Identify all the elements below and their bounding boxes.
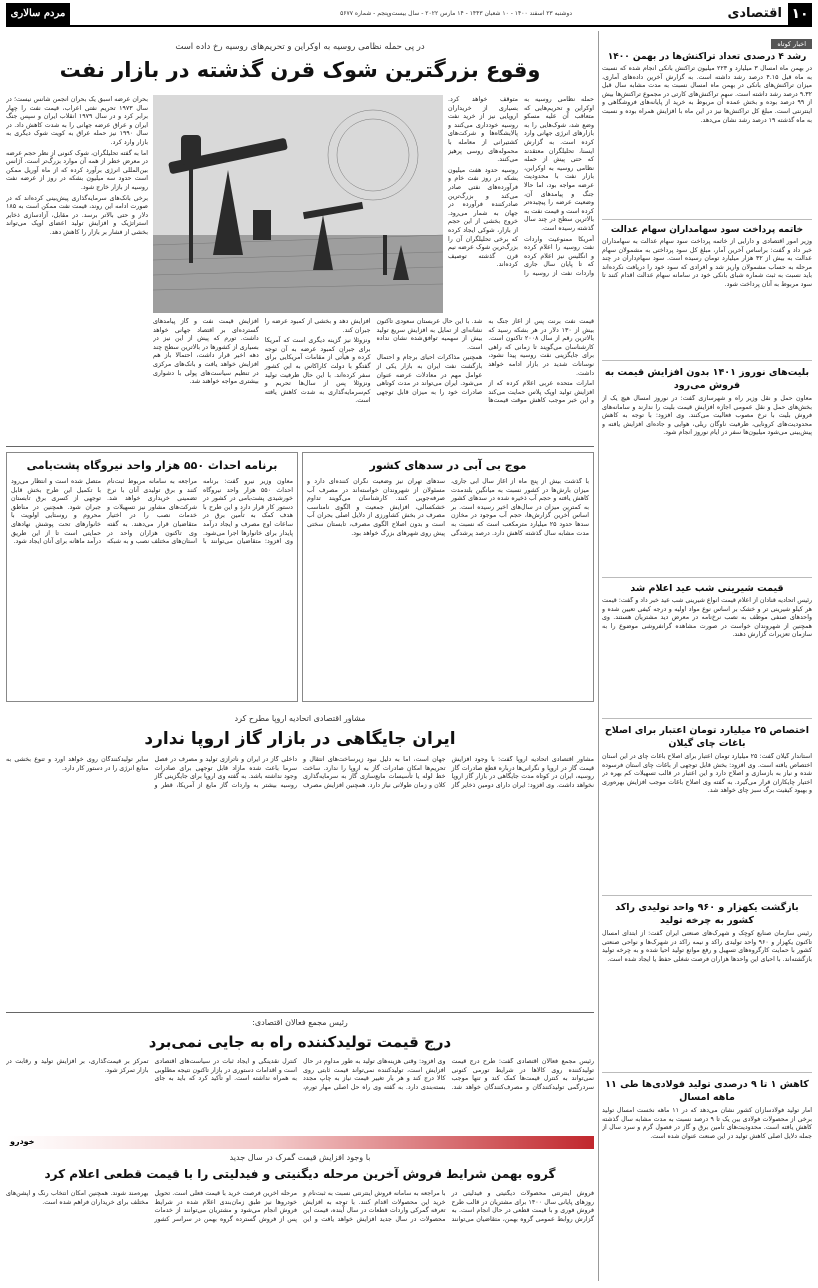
brief-item [602,52,812,220]
price-story-body: رئیس مجمع فعالان اقتصادی گفت: طرح درج قیمت تولیدکننده روی کالاها در شرایط تورمی کنونی نمی‌تواند به کنترل قیمت‌ها کمک کند و تنها موجب سردرگمی تولیدکنندگان و مصرف‌کنندگان خواهد شد. وی افزود: وقتی هزینه‌های تولید به طور مداوم در حال افزایش است، تولیدکننده نمی‌تواند قیمت ثابتی روی کالا درج کند و هر بار تغییر قیمت نیاز به چاپ مجدد بسته‌بندی دارد. به گفته وی راه حل اصلی مهار تورم، کنترل نقدینگی و ایجاد ثبات در سیاست‌های اقتصادی است و اقدامات دستوری در بازار تاکنون نتیجه مطلوبی به همراه نداشته است. او تأکید کرد که باید به جای تمرکز بر قیمت‌گذاری، بر افزایش تولید و رقابت در بازار تمرکز شود. [6,1058,594,1091]
brief-item [602,366,812,578]
oil-pumpjack-photo [153,95,443,313]
auto-section-label: خودرو [10,1137,35,1146]
masthead [6,3,812,27]
brief-body: آمار تولید فولادسازان کشور نشان می‌دهد که در ۱۱ ماهه نخست امسال تولید برخی از محصولات فولادی بین یک تا ۹ درصد نسبت به مدت مشابه سال گذشته کاهش یافته است. محدودیت‌های تأمین برق و گاز در فصول گرم و سرد سال از جمله دلایل اصلی کاهش تولید در این صنعت عنوان شده است. [602,1107,812,1140]
section-divider [6,1012,594,1013]
brief-item [602,583,812,719]
auto-title: گروه بهمن شرایط فروش آخرین مرحله دیگنیتی و فیدلیتی را با قیمت قطعی اعلام کرد [44,1167,556,1181]
brief-body: در بهمن ماه امسال ۳ میلیارد و ۲۲۳ میلیون تراکنش بانکی انجام شده که نسبت به ماه قبل ۴.۱۵ درصد رشد داشته است. به گزارش آخرین داده‌های آماری، میزان تراکنش‌های بانکی در بهمن ماه امسال نسبت به مدت مشابه سال قبل ۹.۳۲ درصد رشد داشته است. سهم تراکنش‌های کارتی در مجموع تراکنش‌ها بیش از ۹۹ درصد بوده و بخش عمده آن مربوط به خرید از پایانه‌های فروشگاهی و اینترنتی است. مبلغ کل تراکنش‌ها نیز در این ماه با افزایش همراه بوده و نسبت به ماه گذشته ۱۹ درصد رشد نشان می‌دهد. [602,65,812,124]
story-title: موج بی آبی در سدهای کشور [369,459,527,472]
page-number: ۱۰ [788,3,812,25]
brief-title: خاتمه پرداخت سود سهامداران سهام عدالت [610,225,804,235]
sidebar-news-briefs [602,31,812,1281]
gas-story-kicker: مشاور اقتصادی اتحادیه اروپا مطرح کرد [234,714,366,723]
brief-title: بازگشت یکهزار و ۹۶۰ واحد تولیدی راکد کشور به چرخه تولید [615,902,799,926]
story-body: معاون وزیر نیرو گفت: برنامه احداث ۵۵۰ هزار واحد نیروگاه خورشیدی پشت‌بامی در کشور در دستور کار قرار دارد و این طرح با هدف کمک به تأمین برق در ساعات اوج مصرف و ایجاد درآمد پایدار برای خانوارها اجرا می‌شود. وی افزود: متقاضیان می‌توانند با مراجعه به سامانه مربوط ثبت‌نام کنند و برق تولیدی آنان با نرخ تضمینی خریداری خواهد شد. شرکت‌های مشاور نیز تسهیلات و خدمات نصب را در اختیار متقاضیان قرار می‌دهند. به گفته وی تاکنون هزاران واحد در استان‌های مختلف نصب و به شبکه متصل شده است و انتظار می‌رود با تکمیل این طرح بخش قابل توجهی از کسری برق تابستان جبران شود. همچنین در مناطق محروم و روستایی اولویت با خانوارهای تحت پوشش نهادهای حمایتی است تا از این طریق درآمد ماهانه برای آنان ایجاد شود. [11,478,293,546]
auto-body: فروش اینترنتی محصولات دیگنیتی و فیدلیتی در روزهای پایانی سال ۱۴۰۰ برای مشتریان در قالب طرح فروش فوری و با قیمت قطعی در حال انجام است. به گزارش روابط عمومی گروه بهمن، متقاضیان می‌توانند با مراجعه به سامانه فروش اینترنتی نسبت به ثبت‌نام و خرید این محصولات اقدام کنند. با توجه به افزایش تعرفه گمرکی واردات قطعات در سال آینده، قیمت این محصولات در سال جدید افزایش خواهد یافت و این مرحله آخرین فرصت خرید با قیمت فعلی است. تحویل خودروها نیز طبق زمان‌بندی اعلام شده در شرایط فروش انجام می‌شود و مشتریان می‌توانند از خدمات پس از فروش گسترده گروه بهمن در سراسر کشور بهره‌مند شوند. همچنین امکان انتخاب رنگ و آپشن‌های مختلف برای خریداران فراهم شده است. [6,1190,594,1223]
lead-body-bottom: قیمت نفت برنت پس از آغاز جنگ به بیش از ۱۳۰ دلار در هر بشکه رسید که بالاترین رقم از سال ۲۰۰۸ تاکنون است. کارشناسان می‌گویند تا زمانی که راهی برای جایگزینی نفت روسیه پیدا نشود، نوسانات شدید در بازار ادامه خواهد داشت. امارات متحده عربی اعلام کرده که از افزایش تولید اوپک پلاس حمایت می‌کند و این خبر موجب کاهش موقت قیمت‌ها شد. با این حال عربستان سعودی تاکنون نشانه‌ای از تمایل به افزایش سریع تولید بیش از سهمیه توافق‌شده نشان نداده است. همچنین مذاکرات احیای برجام و احتمال بازگشت نفت ایران به بازار یکی از عوامل مهم در معادلات عرضه عنوان می‌شود. ایران می‌تواند در مدت کوتاهی صادرات خود را به میزان قابل توجهی افزایش دهد و بخشی از کمبود عرضه را جبران کند. ونزوئلا نیز گزینه دیگری است که آمریکا برای جبران کمبود عرضه به آن توجه کرده و هیأتی از مقامات آمریکایی برای گفتگو با دولت کاراکاس به این کشور سفر کرده‌اند. با این حال ظرفیت تولید ونزوئلا پس از سال‌ها تحریم و کم‌سرمایه‌گذاری به شدت کاهش یافته است. افزایش قیمت نفت و گاز پیامدهای گسترده‌ای بر اقتصاد جهانی خواهد داشت. تورم که پیش از این نیز در بسیاری از کشورها در بالاترین سطح چند دهه اخیر قرار داشت، احتمالا باز هم افزایش خواهد یافت و بانک‌های مرکزی در تنظیم سیاست‌های پولی با دشواری بیشتری مواجه خواهند شد. [153,318,594,405]
brief-item [602,724,812,896]
column-divider [598,31,599,1281]
gas-story-title: ایران جایگاهی در بازار گاز اروپا ندارد [144,729,456,749]
brief-body: وزیر امور اقتصادی و دارایی از خاتمه پرداخت سود سهام عدالت به سهامداران خبر داد و گفت: براساس آخرین آمار، مبلغ کل سود پرداختی به مشمولان سهام عدالت به بیش از ۳۲ هزار میلیارد تومان رسیده است. سود سهام‌داران در چند مرحله به حساب مشمولان واریز شد و افرادی که سود خود را دریافت نکرده‌اند باید نسبت به ثبت شماره شبای بانکی خود در سامانه سهام عدالت اقدام کنند تا سود مربوط به آنان پرداخت شود. [602,238,812,288]
price-story-title: درج قیمت تولیدکننده راه به جایی نمی‌برد [148,1033,452,1051]
brief-body: استاندار گیلان گفت: ۲۵ میلیارد تومان اعتبار برای اصلاح باغات چای در این استان اختصاص یافته است. وی افزود: بخش قابل توجهی از باغات چای استان فرسوده شده و نیاز به بازسازی و اصلاح دارد و این اعتبار در قالب تسهیلات کم بهره در اختیار چایکاران قرار می‌گیرد. به گفته وی اصلاح باغات موجب افزایش بهره‌وری و بهبود کیفیت برگ سبز چای خواهد شد. [602,753,812,795]
section-divider [6,446,594,447]
brief-title: رشد ۴ درصدی تعداد تراکنش‌ها در بهمن ۱۴۰۰ [607,52,807,62]
story-drought [302,452,594,702]
dateline: دوشنبه ۲۳ اسفند ۱۴۰۰ - ۱۰ شعبان ۱۴۴۳ - ۱۴ مارس ۲۰۲۲ - سال بیست‌وپنجم - شماره ۵۶۷۷ [340,10,572,17]
auto-section-bar [6,1136,594,1149]
brief-item [602,901,812,1073]
price-story-kicker: رئیس مجمع فعالان اقتصادی: [252,1018,348,1027]
brief-body: معاون حمل و نقل وزیر راه و شهرسازی گفت: در نوروز امسال هیچ یک از بخش‌های حمل و نقل عمومی اجازه افزایش قیمت بلیت را ندارند و سامانه‌های فروش بلیت با نرخ مصوب فعالیت می‌کنند. وی افزود: با توجه به کاهش محدودیت‌های کرونایی، ظرفیت ناوگان ریلی، هوایی و جاده‌ای افزایش یافته و پیش‌بینی می‌شود میلیون‌ها سفر در ایام نوروز انجام شود. [602,395,812,437]
lead-headline: وقوع بزرگترین شوک قرن گذشته در بازار نفت [59,58,541,82]
sidebar-tag: اخبار کوتاه [771,39,812,49]
newspaper-logo: مردم سالاری [6,3,70,25]
gas-story-body: مشاور اقتصادی اتحادیه اروپا گفت: با وجود افزایش قیمت گاز در اروپا و نگرانی‌ها درباره قطع صادرات گاز روسیه، ایران در کوتاه مدت جایگاهی در بازار گاز اروپا نخواهد داشت. وی افزود: ایران دارای دومین ذخایر گاز جهان است، اما به دلیل نبود زیرساخت‌های انتقال و تحریم‌ها امکان صادرات گاز به اروپا را ندارد. ساخت خط لوله یا تأسیسات مایع‌سازی گاز به سرمایه‌گذاری کلان و زمان طولانی نیاز دارد. همچنین افزایش مصرف داخلی گاز در ایران و ناترازی تولید و مصرف در فصل سرما باعث شده مازاد قابل توجهی برای صادرات وجود نداشته باشد. به گفته وی اروپا برای جایگزینی گاز روسیه بیشتر به واردات گاز مایع از آمریکا، قطر و سایر تولیدکنندگان روی خواهد آورد و تنوع بخشی به منابع انرژی را در دستور کار دارد. [6,756,594,789]
story-rooftop-solar [6,452,298,702]
story-body: با گذشت بیش از پنج ماه از آغاز سال آبی جاری، میزان بارش‌ها در کشور نسبت به میانگین بلندمدت کاهش یافته و حجم آب ذخیره شده در سدهای کشور به کمترین میزان در سال‌های اخیر رسیده است. بر اساس آخرین گزارش‌ها، حجم آب موجود در مخازن سدها حدود ۲۵ میلیارد مترمکعب است که نسبت به مدت مشابه سال گذشته کاهش دارد. درصد پرشدگی سدهای تهران نیز وضعیت نگران کننده‌ای دارد و مسئولان از شهروندان خواسته‌اند در مصرف آب صرفه‌جویی کنند. کارشناسان می‌گویند تداوم خشکسالی، افزایش جمعیت و الگوی نامناسب مصرف در بخش کشاورزی از دلایل اصلی بحران آب است و بدون اصلاح الگوی مصرف، تابستان سختی پیش روی شهرهای بزرگ خواهد بود. [307,478,589,537]
brief-title: کاهش ۱ تا ۹ درصدی تولید فولادی‌ها طی ۱۱ ماهه امسال [605,1079,809,1103]
lead-body-left: بحران عرضه اسبق یک بحران انجمن شانس نیست؛ در سال ۱۹۷۳ تحریم نفتی اعراب، قیمت نفت را چهار برابر کرد و در سال ۱۹۷۹ انقلاب ایران و سپس جنگ ایران و عراق عرضه جهانی را به شدت کاهش داد. در سال ۱۹۹۰ نیز حمله عراق به کویت شوک دیگری به بازار وارد کرد. اما به گفته تحلیلگران، شوک کنونی از نظر حجم عرضه در معرض خطر از همه آن موارد بزرگ‌تر است. آژانس بین‌المللی انرژی برآورد کرده که از ماه آوریل ممکن است حدود سه میلیون بشکه در روز از عرضه نفت روسیه از بازار خارج شود. برخی بانک‌های سرمایه‌گذاری پیش‌بینی کرده‌اند که در صورت ادامه این روند، قیمت نفت ممکن است به ۱۸۵ دلار و حتی بالاتر برسد. در مقابل، آزادسازی ذخایر استراتژیک و افزایش تولید اعضای اوپک می‌تواند بخشی از فشار بر بازار را کاهش دهد. [6,96,148,236]
story-title: برنامه احداث ۵۵۰ هزار واحد نیروگاه پشت‌بامی [26,459,278,472]
lead-body-right: حمله نظامی روسیه به اوکراین و تحریم‌هایی که متعاقب آن علیه مسکو وضع شد، شوک‌هایی را به بازارهای انرژی جهانی وارد کرده است. به گزارش ایسنا، تحلیلگران معتقدند که حتی پیش از حمله نظامی روسیه به اوکراین، بازار نفت با محدودیت عرضه مواجه بود، اما حالا جنگ و پیامدهای آن، وضعیت عرضه را پیچیده‌تر کرده است و قیمت نفت به بالاترین سطح در چند سال گذشته رسیده است. آمریکا ممنوعیت واردات نفت روسیه را اعلام کرده و انگلیس نیز اعلام کرده که تا پایان سال جاری واردات نفت از روسیه را متوقف خواهد کرد. بسیاری از خریداران اروپایی نیز از خرید نفت روسیه خودداری می‌کنند و پالایشگاه‌ها و شرکت‌های کشتیرانی از معامله با محموله‌های روسی پرهیز می‌کنند. روسیه حدود هفت میلیون بشکه در روز نفت خام و فرآورده‌های نفتی صادر می‌کند و بزرگ‌ترین صادرکننده فرآورده در جهان به شمار می‌رود. خروج بخشی از این حجم از بازار، شوکی ایجاد کرده که برخی تحلیلگران آن را بزرگ‌ترین شوک عرضه نیم قرن گذشته توصیف کرده‌اند. [448,96,594,277]
brief-title: بلیت‌های نوروز ۱۴۰۱ بدون افزایش قیمت به فروش می‌رود [604,367,810,391]
brief-item [602,225,812,361]
pumpjack-illustration [153,95,443,313]
brief-body: رئیس سازمان صنایع کوچک و شهرک‌های صنعتی ایران گفت: از ابتدای امسال تاکنون یکهزار و ۹۶۰ واحد تولیدی راکد و نیمه راکد در شهرک‌ها و نواحی صنعتی کشور با حمایت کارگروه‌های تسهیل و رفع موانع تولید احیا شده و به چرخه تولید بازگشته‌اند. با احیای این واحدها هزاران فرصت شغلی حفظ یا ایجاد شده است. [602,930,812,963]
brief-item [602,1078,812,1278]
brief-title: اختصاص ۲۵ میلیارد تومان اعتبار برای اصلاح باغات چای گیلان [604,725,810,749]
brief-body: رئیس اتحادیه قنادان از اعلام قیمت انواع شیرینی شب عید خبر داد و گفت: قیمت هر کیلو شیرینی تر و خشک بر اساس نوع مواد اولیه و درجه کیفی تعیین شده و واحدهای صنفی موظف به نصب نرخ‌نامه در معرض دید مشتریان هستند. وی همچنین از شهروندان خواست در صورت مشاهده گرانفروشی موضوع را به سازمان تعزیرات گزارش دهند. [602,597,812,639]
brief-title: قیمت شیرینی شب عید اعلام شد [630,583,784,594]
auto-kicker: با وجود افزایش قیمت گمرک در سال جدید [229,1153,371,1162]
lead-kicker: در پی حمله نظامی روسیه به اوکراین و تحریم‌های روسیه رخ داده است [175,42,425,52]
section-name: اقتصادی [727,6,782,21]
